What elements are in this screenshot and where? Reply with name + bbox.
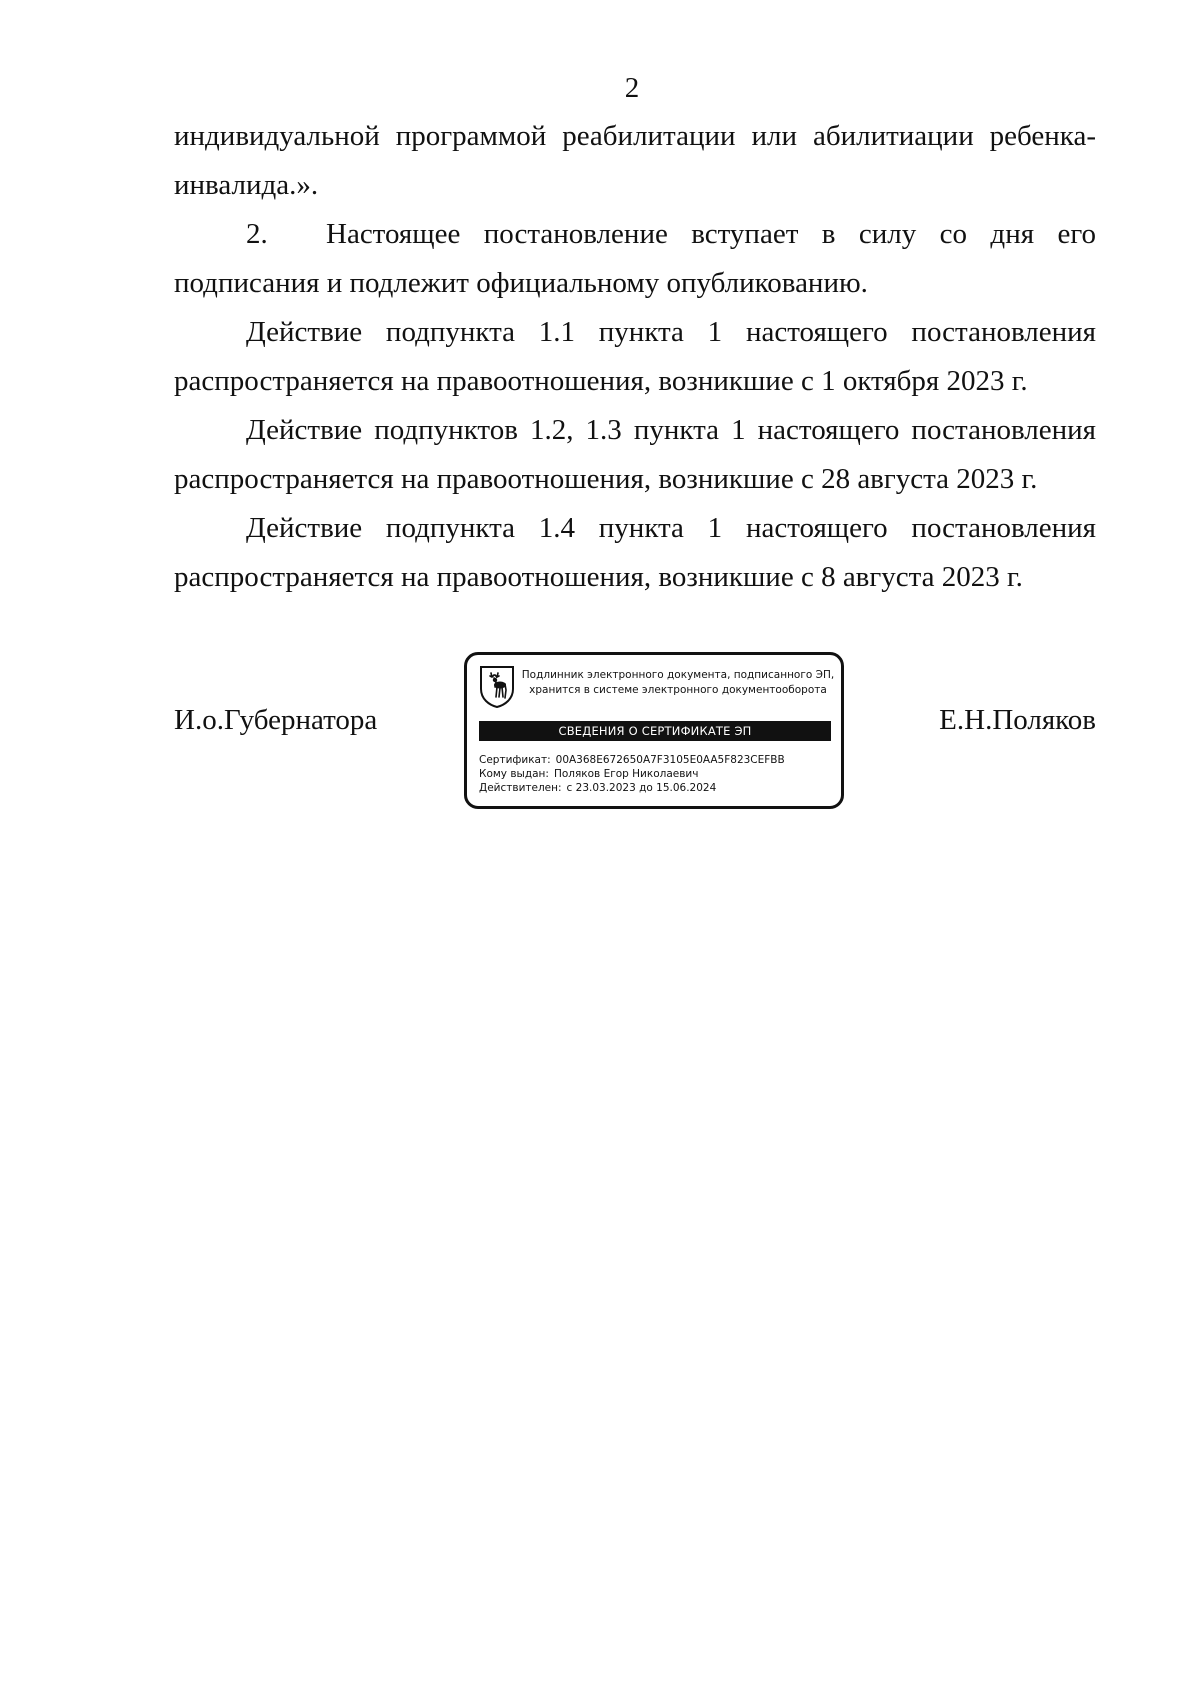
stamp-certificate-details: [479, 753, 835, 795]
paragraph-3: [174, 308, 1096, 406]
paragraph-3-line-1: Действие подпункта 1.1 пункта 1 настоящего постановления: [246, 316, 1096, 348]
paragraph-1-line-2: инвалида.».: [174, 169, 319, 201]
stamp-valid-value: с 23.03.2023 до 15.06.2024: [566, 782, 717, 794]
paragraph-5-line-2: распространяется на правоотношения, возникшие с 8 августа 2023 г.: [174, 561, 1023, 593]
stamp-issued-row: [479, 767, 835, 781]
paragraph-2-line-1: [246, 210, 1096, 259]
stamp-header-line-1: Подлинник электронного документа, подписанного ЭП,: [521, 669, 835, 681]
paragraph-1-line-1: индивидуальной программой реабилитации или абилитиации ребенка-: [174, 120, 1096, 152]
paragraph-1: [174, 112, 1096, 210]
stamp-valid-row: [479, 781, 835, 795]
document-body: [174, 112, 1096, 602]
paragraph-4-line-2: распространяется на правоотношения, возникшие с 28 августа 2023 г.: [174, 463, 1038, 495]
paragraph-3-line-2: распространяется на правоотношения, возникшие с 1 октября 2023 г.: [174, 365, 1028, 397]
page-number: 2: [624, 72, 640, 104]
stamp-header: [519, 668, 837, 698]
signatory-title: И.о.Губернатора: [174, 704, 378, 736]
stamp-cert-label: Сертификат:: [479, 754, 551, 766]
stamp-header-line-2: хранится в системе электронного документооборота: [529, 684, 827, 696]
paragraph-4: [174, 406, 1096, 504]
electronic-signature-stamp: [464, 652, 844, 809]
stamp-cert-value: 00A368E672650A7F3105E0AA5F823CEFBB: [555, 754, 785, 766]
signature-block: [174, 652, 1096, 826]
stamp-issued-label: Кому выдан:: [479, 768, 549, 780]
stamp-valid-label: Действителен:: [479, 782, 562, 794]
deer-coat-of-arms-icon: [479, 665, 515, 709]
paragraph-4-line-1: Действие подпунктов 1.2, 1.3 пункта 1 настоящего постановления: [246, 414, 1096, 446]
stamp-certificate-bar: СВЕДЕНИЯ О СЕРТИФИКАТЕ ЭП: [479, 721, 831, 741]
paragraph-2-number: 2.: [246, 218, 268, 250]
signatory-name: Е.Н.Поляков: [939, 704, 1096, 736]
paragraph-2: [174, 210, 1096, 308]
stamp-cert-row: [479, 753, 835, 767]
paragraph-2-line-2: подписания и подлежит официальному опубликованию.: [174, 267, 868, 299]
paragraph-5-line-1: Действие подпункта 1.4 пункта 1 настоящего постановления: [246, 512, 1096, 544]
stamp-issued-value: Поляков Егор Николаевич: [553, 768, 699, 780]
paragraph-5: [174, 504, 1096, 602]
paragraph-2-line-1-text: Настоящее постановление вступает в силу со дня его: [326, 218, 1096, 250]
